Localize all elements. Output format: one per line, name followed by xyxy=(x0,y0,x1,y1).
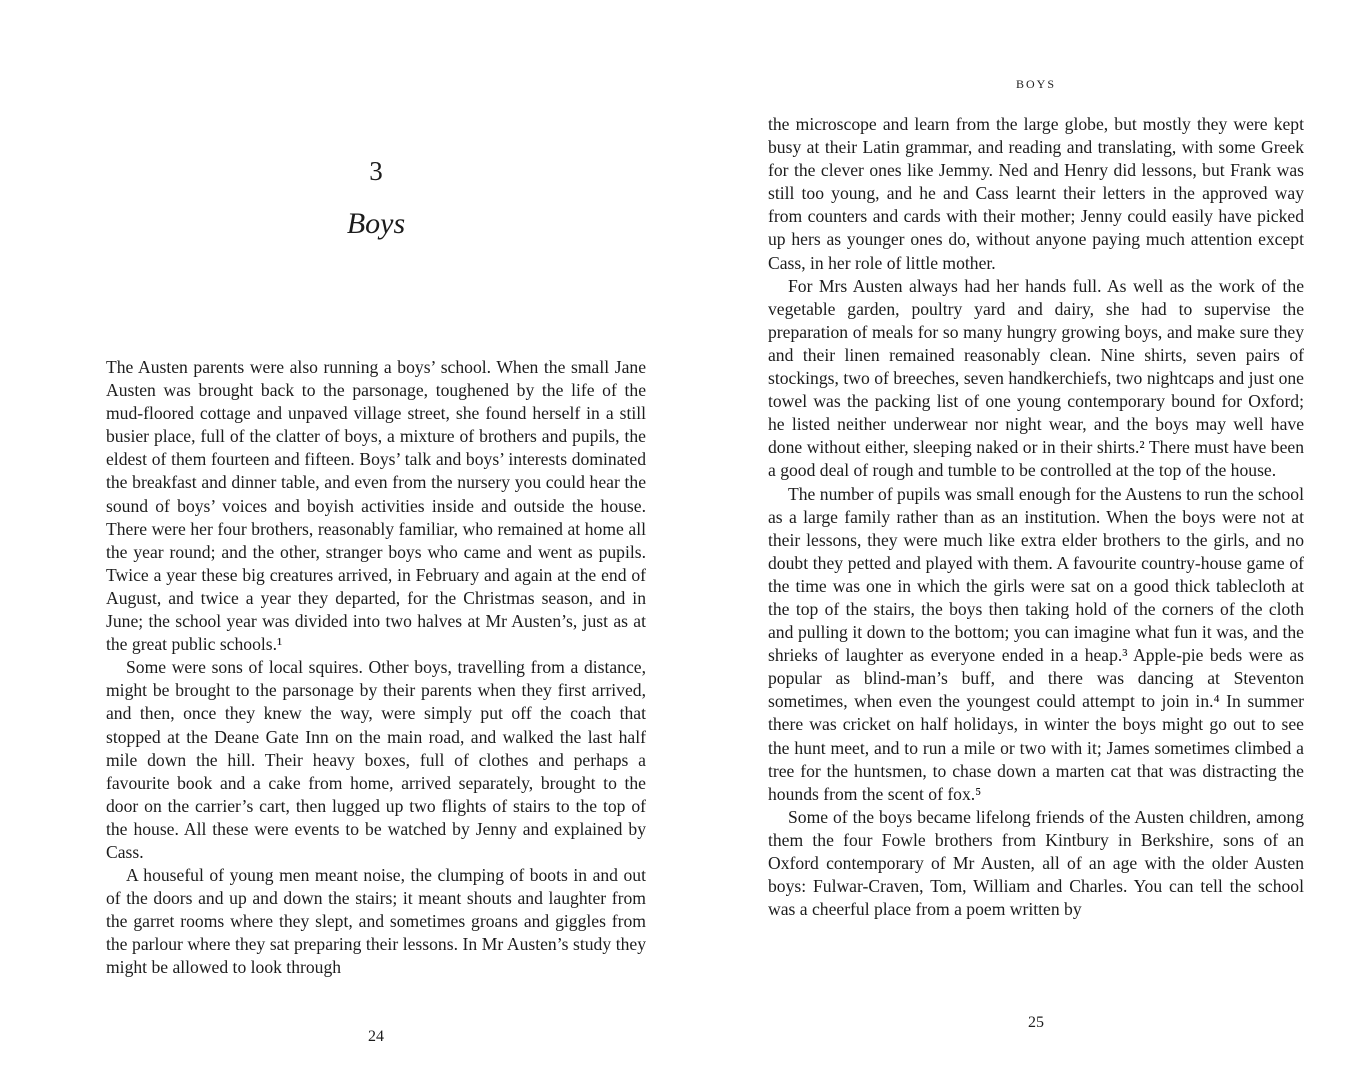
paragraph: The Austen parents were also running a boys’ school. When the small Jane Austen was brought back to the parsonage, toughened by the life of the mud-floored cottage and unpaved village street, she found herself in a still busier place, full of the clatter of boys, a mixture of brothers and pupils, the eldest of them fourteen and fifteen. Boys’ talk and boys’ interests dominated the breakfast and dinner table, and even from the nursery you could hear the sound of boys’ voices and boyish activities inside and outside the house. There were her four brothers, reasonably familiar, who remained at home all the year round; and the other, stranger boys who came and went as pupils. Twice a year these big creatures arrived, in February and again at the end of August, and twice a year they departed, for the Christmas season, and in June; the school year was divided into two halves at Mr Austen’s, just as at the great public schools.¹ xyxy=(106,357,646,655)
paragraph: the microscope and learn from the large globe, but mostly they were kept busy at their Latin grammar, and reading and translating, with some Greek for the clever ones like Jemmy. Ned and Henry did lessons, but Frank was still too young, and he and Cass learnt their letters in the approved way from counters and cards with their mother; Jenny could easily have picked up hers as younger ones do, without anyone paying much attention except Cass, in her role of little mother. xyxy=(768,114,1304,273)
paragraph: Some of the boys became lifelong friends of the Austen children, among them the four Fowle brothers from Kintbury in Berkshire, sons of an Oxford contemporary of Mr Austen, all of an age with the older Austen boys: Fulwar-Craven, Tom, William and Charles. You can tell the school was a cheerful place from a poem written by xyxy=(768,806,1304,920)
paragraph: A houseful of young men meant noise, the clumping of boots in and out of the doors and up and down the stairs; it meant shouts and laughter from the garret rooms where they slept, and sometimes groans and giggles from the parlour where they sat preparing their lessons. In Mr Austen’s study they might be allowed to look through xyxy=(106,865,646,978)
page-number-right: 25 xyxy=(1028,1014,1044,1031)
chapter-title: Boys xyxy=(346,207,406,240)
running-head: BOYS xyxy=(1015,77,1056,91)
paragraph: For Mrs Austen always had her hands full. As well as the work of the vegetable garden, poultry yard and dairy, she had to supervise the preparation of meals for so many hungry growing boys, and make sure they and their linen remained reasonably clean. Nine shirts, seven pairs of stockings, two of breeches, seven handkerchiefs, two nightcaps and just one towel was the packing list of one young contemporary bound for Oxford; he listed neither underwear nor night wear, and the boys may well have done without either, sleeping naked or in their shirts.² There must have been a good deal of rough and tumble to be controlled at the top of the house. xyxy=(768,275,1304,481)
paragraph: Some were sons of local squires. Other boys, travelling from a distance, might be brought to the parsonage by their parents when they first arrived, and then, once they knew the way, were simply put off the coach that stopped at the Deane Gate Inn on the main road, and walked the last half mile down the hill. Their heavy boxes, full of clothes and perhaps a favourite book and a cake from home, arrived separately, brought to the door on the carrier’s cart, then lugged up two flights of stairs to the top of the house. All these were events to be watched by Jenny and explained by Cass. xyxy=(106,657,646,862)
left-body-text xyxy=(106,356,646,980)
chapter-number: 3 xyxy=(369,156,383,186)
paragraph: The number of pupils was small enough for the Austens to run the school as a large family rather than as an institution. When the boys were not at their lessons, they were much like extra elder brothers to the girls, and no doubt they petted and played with them. A favourite country-house game of the time was one in which the girls were sat on a good thick tablecloth at the top of the stairs, the boys then taking hold of the corners of the cloth and pulling it down to the bottom; you can imagine what fun it was, and the shrieks of laughter as everyone ended in a heap.³ Apple-pie beds were as popular as blind-man’s buff, and there was dancing at Steventon sometimes, when even the youngest could attempt to join in.⁴ In summer there was cricket on half holidays, in winter the boys might go out to see the hunt meet, and to run a mile or two with it; James sometimes climbed a tree for the huntsmen, to chase down a marten cat that was distracting the hounds from the scent of fox.⁵ xyxy=(768,483,1304,804)
page-number-left: 24 xyxy=(368,1028,384,1045)
right-page xyxy=(686,0,1372,1080)
right-body-text xyxy=(768,113,1304,921)
